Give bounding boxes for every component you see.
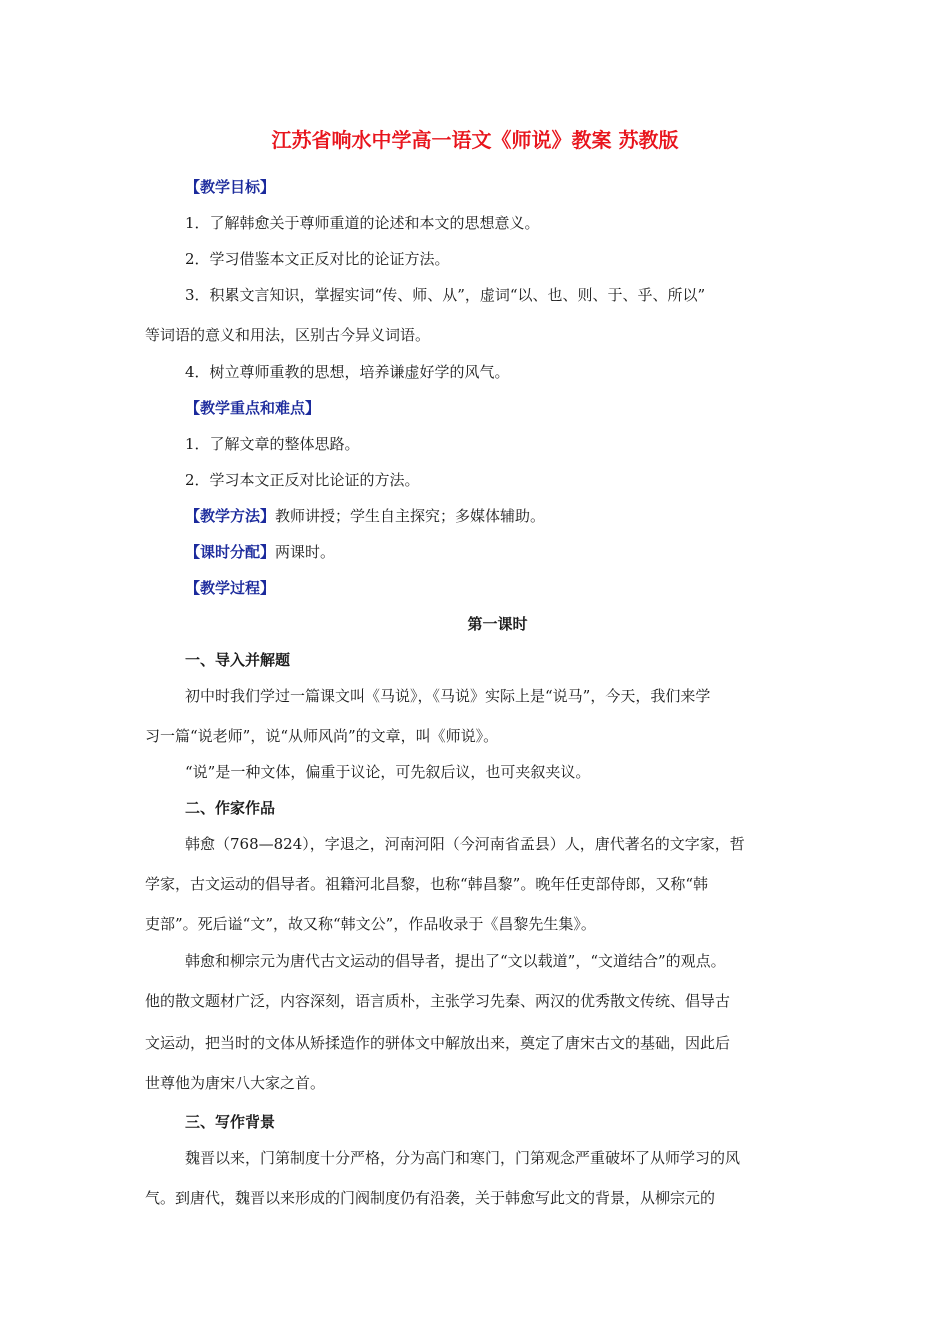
key-point-item: 1．了解文章的整体思路。 <box>185 435 360 453</box>
objective-item: 4．树立尊师重教的思想，培养谦虚好学的风气。 <box>185 363 510 381</box>
section-heading: 二、作家作品 <box>185 799 276 817</box>
method-text: 教师讲授；学生自主探究；多媒体辅助。 <box>275 507 546 525</box>
paragraph-line: 文运动，把当时的文体从矫揉造作的骈体文中解放出来，奠定了唐宋古文的基础，因此后 <box>145 1034 731 1052</box>
paragraph-line: 韩愈和柳宗元为唐代古文运动的倡导者，提出了“文以载道”，“文道结合”的观点。 <box>185 952 726 970</box>
lesson-title: 第一课时 <box>467 615 528 633</box>
objective-item-continued: 等词语的意义和用法，区别古今异义词语。 <box>145 326 431 344</box>
method-line <box>185 506 545 526</box>
objectives-heading: 【教学目标】 <box>185 178 276 196</box>
paragraph-line: 韩愈（768—824），字退之，河南河阳（今河南省孟县）人，唐代著名的文字家，哲 <box>185 835 745 853</box>
document-title: 江苏省响水中学高一语文《师说》教案 苏教版 <box>271 128 679 152</box>
key-point-item: 2．学习本文正反对比论证的方法。 <box>185 471 420 489</box>
process-heading: 【教学过程】 <box>185 579 276 597</box>
section-heading: 一、导入并解题 <box>185 651 291 669</box>
hours-text: 两课时。 <box>275 543 336 561</box>
key-points-heading: 【教学重点和难点】 <box>185 399 321 417</box>
paragraph-line: 初中时我们学过一篇课文叫《马说》，《马说》实际上是“说马”，今天，我们来学 <box>185 687 711 705</box>
objective-item: 2．学习借鉴本文正反对比的论证方法。 <box>185 250 450 268</box>
paragraph-line: 世尊他为唐宋八大家之首。 <box>145 1074 326 1092</box>
paragraph-line: 魏晋以来，门第制度十分严格，分为高门和寒门，门第观念严重破坏了从师学习的风 <box>185 1149 741 1167</box>
hours-heading: 【课时分配】 <box>185 543 276 561</box>
hours-line <box>185 542 335 562</box>
paragraph-line: “说”是一种文体，偏重于议论，可先叙后议，也可夹叙夹议。 <box>185 763 591 781</box>
method-heading: 【教学方法】 <box>185 507 276 525</box>
objective-item: 1．了解韩愈关于尊师重道的论述和本文的思想意义。 <box>185 214 540 232</box>
section-heading: 三、写作背景 <box>185 1113 276 1131</box>
paragraph-line: 他的散文题材广泛，内容深刻，语言质朴，主张学习先秦、两汉的优秀散文传统、倡导古 <box>145 992 731 1010</box>
paragraph-line: 气。到唐代，魏晋以来形成的门阀制度仍有沿袭，关于韩愈写此文的背景，从柳宗元的 <box>145 1189 716 1207</box>
objective-item: 3．积累文言知识，掌握实词“传、师、从”，虚词“以、也、则、于、乎、所以” <box>185 286 706 304</box>
paragraph-line: 吏部”。死后谥“文”，故又称“韩文公”，作品收录于《昌黎先生集》。 <box>145 915 596 933</box>
paragraph-line: 学家，古文运动的倡导者。祖籍河北昌黎，也称“韩昌黎”。晚年任吏部侍郎，又称“韩 <box>145 875 709 893</box>
paragraph-line: 习一篇“说老师”，说“从师风尚”的文章，叫《师说》。 <box>145 727 499 745</box>
